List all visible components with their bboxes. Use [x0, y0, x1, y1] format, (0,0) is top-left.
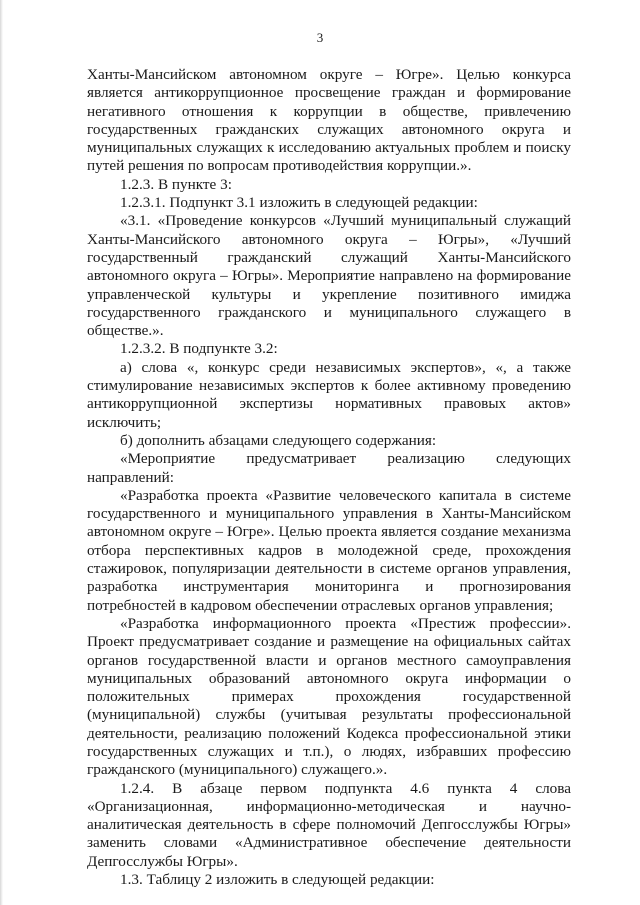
paragraph-quote-3-1: «3.1. «Проведение конкурсов «Лучший муниципальный служащий Ханты-Мансийского автономного округа – Югры», «Лучший государственный гражданский служащий Ханты-Мансийского автономного округа – Югры». Мероприятие направлено на формирование управленческой культуры и укрепление позитивного имиджа государственного гражданского и муниципального служащего в обществе.».: [87, 212, 571, 340]
paragraph-subitem-b: б) дополнить абзацами следующего содержания:: [120, 431, 437, 449]
paragraph-subitem-a: а) слова «, конкурс среди независимых экспертов», «, а также стимулирование независимых экспертов к более активному проведению антикоррупционной экспертизы нормативных правовых актов» исключить;: [87, 358, 571, 431]
paragraph-item-1-2-4: 1.2.4. В абзаце первом подпункта 4.6 пункта 4 слова «Организационная, информационно-методическая и научно-аналитическая деятельность в сфере полномочий Депгосслужбы Югры» заменить словами «Административное обеспечение деятельности Депгосслужбы Югры».: [87, 779, 571, 870]
paragraph-item-1-2-3-2: 1.2.3.2. В подпункте 3.2:: [120, 340, 278, 358]
paragraph-project-human-capital: «Разработка проекта «Развитие человеческого капитала в системе государственного и муниципального управления в Ханты-Мансийском автономном округе – Югре». Целью проекта является создание механизма отбора перспективных кадров в молодежной среде, прохождения стажировок, популяризации деятельности в системе органов управления, разработка инструментария мониторинга и прогнозирования потребностей в кадровом обеспечении отраслевых органов управления;: [87, 486, 571, 614]
page-number: 3: [316, 30, 324, 45]
paragraph-continuation: Ханты-Мансийском автономном округе – Югре». Целью конкурса является антикоррупционное просвещение граждан и формирование негативного отношения к коррупции в обществе, привлечению государственных гражданских служащих автономного округа и муниципальных служащих к исследованию актуальных проблем и поиску путей решения по вопросам противодействия коррупции.».: [87, 66, 571, 175]
document-body: [87, 66, 571, 889]
paragraph-item-1-2-3: 1.2.3. В пункте 3:: [120, 175, 232, 193]
scan-edge-shadow: [0, 0, 3, 905]
paragraph-project-prestige: «Разработка информационного проекта «Престиж профессии». Проект предусматривает создание и размещение на официальных сайтах органов государственной власти и органов местного самоуправления муниципальных образований автономного округа информации о положительных примерах прохождения государственной (муниципальной) службы (учитывая результаты профессиональной деятельности, реализацию положений Кодекса профессиональной этики государственных служащих и т.п.), о людях, избравших профессию гражданского (муниципального) служащего.».: [87, 614, 571, 779]
paragraph-measure-intro: «Мероприятие предусматривает реализацию следующих направлений:: [87, 450, 571, 486]
paragraph-item-1-3: 1.3. Таблицу 2 изложить в следующей редакции:: [120, 871, 435, 889]
paragraph-item-1-2-3-1: 1.2.3.1. Подпункт 3.1 изложить в следующей редакции:: [120, 194, 478, 212]
